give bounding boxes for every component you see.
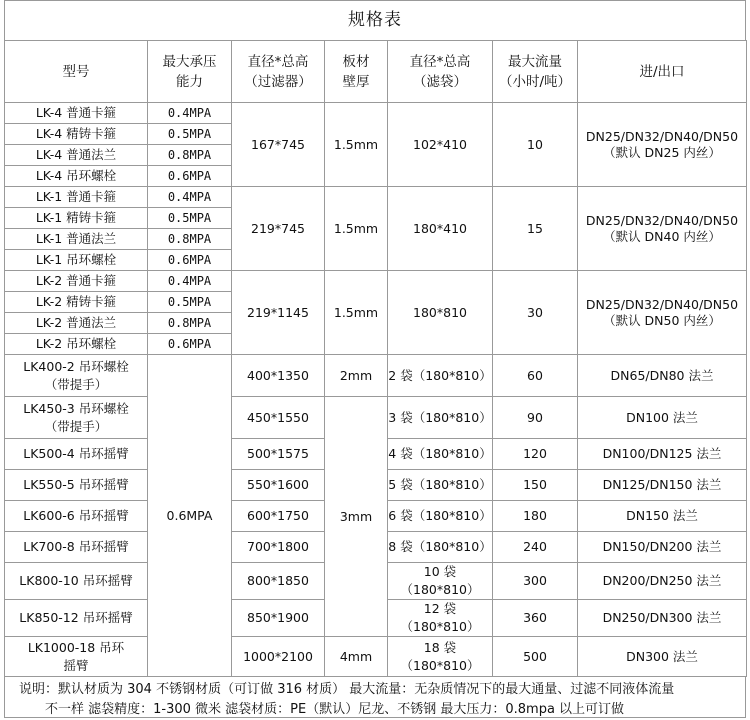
filter-size-cell: 1000*2100	[232, 637, 325, 677]
header-thickness: 板材 壁厚	[325, 41, 388, 103]
pressure-cell: 0.6MPA	[148, 334, 232, 355]
table-row	[5, 355, 747, 397]
spec-sheet	[4, 0, 746, 718]
flow-cell: 180	[493, 501, 578, 532]
model-cell: LK-1 普通法兰	[5, 229, 148, 250]
header-filter-size: 直径*总高 （过滤器）	[232, 41, 325, 103]
flow-cell: 120	[493, 439, 578, 470]
bag-size-cell: 5 袋（180*810）	[388, 470, 493, 501]
pressure-cell: 0.4MPA	[148, 271, 232, 292]
thickness-cell: 1.5mm	[325, 103, 388, 187]
model-cell: LK-2 普通卡箍	[5, 271, 148, 292]
filter-size-cell: 219*745	[232, 187, 325, 271]
bag-size-cell: 8 袋（180*810）	[388, 532, 493, 563]
model-cell: LK700-8 吊环摇臂	[5, 532, 148, 563]
filter-size-cell: 219*1145	[232, 271, 325, 355]
header-flow: 最大流量 （小时/吨）	[493, 41, 578, 103]
filter-size-cell: 550*1600	[232, 470, 325, 501]
flow-cell: 500	[493, 637, 578, 677]
flow-cell: 90	[493, 397, 578, 439]
header-port: 进/出口	[578, 41, 747, 103]
pressure-cell: 0.6MPA	[148, 250, 232, 271]
model-cell: LK800-10 吊环摇臂	[5, 563, 148, 600]
thickness-cell: 1.5mm	[325, 271, 388, 355]
flow-cell: 30	[493, 271, 578, 355]
pressure-cell: 0.5MPA	[148, 208, 232, 229]
model-cell: LK600-6 吊环摇臂	[5, 501, 148, 532]
bag-size-cell: 180*810	[388, 271, 493, 355]
notes	[4, 677, 746, 718]
port-cell: DN65/DN80 法兰	[578, 355, 747, 397]
bag-size-cell: 102*410	[388, 103, 493, 187]
table-title: 规格表	[4, 0, 746, 40]
table-row	[5, 637, 747, 677]
table-row	[5, 397, 747, 439]
filter-size-cell: 700*1800	[232, 532, 325, 563]
port-cell: DN25/DN32/DN40/DN50 （默认 DN50 内丝）	[578, 271, 747, 355]
flow-cell: 10	[493, 103, 578, 187]
pressure-cell: 0.6MPA	[148, 355, 232, 677]
filter-size-cell: 400*1350	[232, 355, 325, 397]
pressure-cell: 0.6MPA	[148, 166, 232, 187]
header-bag-size: 直径*总高 （滤袋）	[388, 41, 493, 103]
model-cell: LK500-4 吊环摇臂	[5, 439, 148, 470]
header-model: 型号	[5, 41, 148, 103]
port-cell: DN25/DN32/DN40/DN50 （默认 DN25 内丝）	[578, 103, 747, 187]
port-cell: DN25/DN32/DN40/DN50 （默认 DN40 内丝）	[578, 187, 747, 271]
model-cell: LK400-2 吊环螺栓 （带提手）	[5, 355, 148, 397]
port-cell: DN300 法兰	[578, 637, 747, 677]
port-cell: DN100 法兰	[578, 397, 747, 439]
note-line-1: 说明：默认材质为 304 不锈钢材质（可订做 316 材质） 最大流量：无杂质情况下的最大通量、过滤不同液体流量	[19, 682, 675, 697]
model-cell: LK-2 精铸卡箍	[5, 292, 148, 313]
note-line-2: 不一样 滤袋精度：1-300 微米 滤袋材质：PE（默认）尼龙、不锈钢 最大压力：0.8mpa 以上可订做	[45, 702, 625, 717]
table-row	[5, 271, 747, 292]
pressure-cell: 0.8MPA	[148, 313, 232, 334]
pressure-cell: 0.8MPA	[148, 229, 232, 250]
flow-cell: 60	[493, 355, 578, 397]
model-cell: LK-1 普通卡箍	[5, 187, 148, 208]
spec-table	[4, 40, 747, 677]
filter-size-cell: 450*1550	[232, 397, 325, 439]
bag-size-cell: 6 袋（180*810）	[388, 501, 493, 532]
model-cell: LK550-5 吊环摇臂	[5, 470, 148, 501]
pressure-cell: 0.5MPA	[148, 124, 232, 145]
bag-size-cell: 12 袋（180*810）	[388, 600, 493, 637]
model-cell: LK-4 普通卡箍	[5, 103, 148, 124]
flow-cell: 15	[493, 187, 578, 271]
model-cell: LK-2 普通法兰	[5, 313, 148, 334]
thickness-cell: 4mm	[325, 637, 388, 677]
bag-size-cell: 2 袋（180*810）	[388, 355, 493, 397]
flow-cell: 300	[493, 563, 578, 600]
filter-size-cell: 800*1850	[232, 563, 325, 600]
filter-size-cell: 850*1900	[232, 600, 325, 637]
port-cell: DN100/DN125 法兰	[578, 439, 747, 470]
port-cell: DN200/DN250 法兰	[578, 563, 747, 600]
model-cell: LK-1 吊环螺栓	[5, 250, 148, 271]
port-cell: DN125/DN150 法兰	[578, 470, 747, 501]
filter-size-cell: 600*1750	[232, 501, 325, 532]
pressure-cell: 0.8MPA	[148, 145, 232, 166]
model-cell: LK1000-18 吊环 摇臂	[5, 637, 148, 677]
bag-size-cell: 18 袋（180*810）	[388, 637, 493, 677]
thickness-cell: 3mm	[325, 397, 388, 637]
flow-cell: 240	[493, 532, 578, 563]
port-cell: DN150/DN200 法兰	[578, 532, 747, 563]
model-cell: LK-4 吊环螺栓	[5, 166, 148, 187]
pressure-cell: 0.4MPA	[148, 187, 232, 208]
filter-size-cell: 500*1575	[232, 439, 325, 470]
header-row	[5, 41, 747, 103]
table-row	[5, 187, 747, 208]
table-row	[5, 103, 747, 124]
flow-cell: 360	[493, 600, 578, 637]
bag-size-cell: 4 袋（180*810）	[388, 439, 493, 470]
model-cell: LK-1 精铸卡箍	[5, 208, 148, 229]
model-cell: LK850-12 吊环摇臂	[5, 600, 148, 637]
model-cell: LK-2 吊环螺栓	[5, 334, 148, 355]
bag-size-cell: 10 袋（180*810）	[388, 563, 493, 600]
bag-size-cell: 3 袋（180*810）	[388, 397, 493, 439]
thickness-cell: 2mm	[325, 355, 388, 397]
thickness-cell: 1.5mm	[325, 187, 388, 271]
pressure-cell: 0.5MPA	[148, 292, 232, 313]
port-cell: DN150 法兰	[578, 501, 747, 532]
port-cell: DN250/DN300 法兰	[578, 600, 747, 637]
model-cell: LK450-3 吊环螺栓 （带提手）	[5, 397, 148, 439]
filter-size-cell: 167*745	[232, 103, 325, 187]
bag-size-cell: 180*410	[388, 187, 493, 271]
model-cell: LK-4 普通法兰	[5, 145, 148, 166]
header-pressure: 最大承压 能力	[148, 41, 232, 103]
flow-cell: 150	[493, 470, 578, 501]
model-cell: LK-4 精铸卡箍	[5, 124, 148, 145]
pressure-cell: 0.4MPA	[148, 103, 232, 124]
